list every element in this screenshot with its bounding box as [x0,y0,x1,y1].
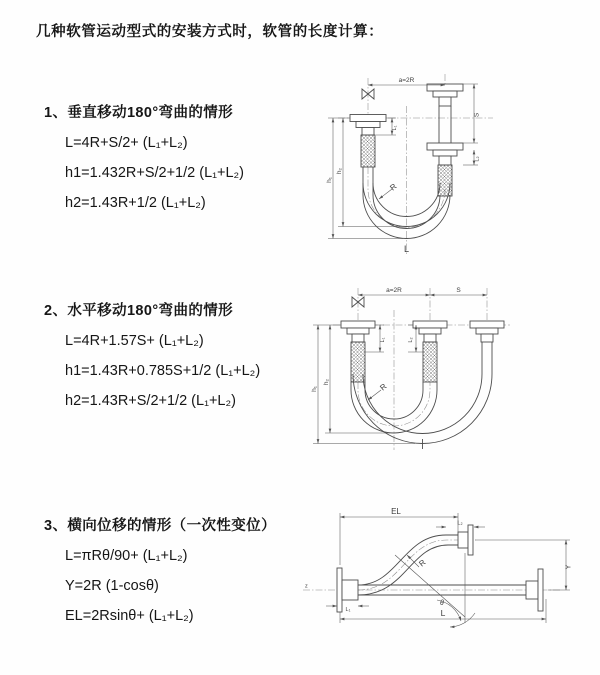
formula-l: L=4R+S/2+ (L₁+L₂) [65,135,188,151]
middle-flange-assembly [413,321,447,382]
radius-label: R [388,181,399,193]
dim-l2-label: L₂ [457,520,463,527]
dim-el-label: EL [391,507,401,516]
diagram-lateral-displacement [298,505,588,650]
formula-h2: h2=1.43R+S/2+1/2 (L₁+L₂) [65,393,236,409]
formula-l: L=4R+1.57S+ (L₁+L₂) [65,333,204,349]
right-flange-assembly [470,321,504,374]
section-3 [44,511,276,631]
formula-h2: h2=1.43R+1/2 (L₁+L₂) [65,195,206,211]
radius-label: R [378,381,389,393]
formula-h1: h1=1.43R+0.785S+1/2 (L₁+L₂) [65,363,261,379]
diagram-vertical-180-bend [308,68,558,263]
dim-y-label: Y [565,564,573,570]
dim-h2-label: h₂ [336,167,343,175]
left-flange-assembly [350,115,386,168]
dim-l-label: L [403,244,410,254]
formula-y: Y=2R (1-cosθ) [65,578,159,594]
page-title: 几种软管运动型式的安装方式时，软管的长度计算： [36,24,384,40]
diagram-horizontal-180-bend [305,282,565,457]
right-flange-assembly [427,84,463,196]
dim-l-label: L [440,608,446,618]
dim-s-label: S [456,287,461,294]
dim-l1-label: L₁ [392,125,398,131]
dim-l2-label: L₂ [408,337,414,343]
formula-h1: h1=1.432R+S/2+1/2 (L₁+L₂) [65,165,245,181]
theta-label: θ [440,600,444,607]
section-2-heading: 2、水平移动180°弯曲的情形 [44,303,234,319]
section-1 [44,98,244,218]
dim-l1-label: L₁ [380,337,386,343]
dim-s-label: S [473,112,481,118]
dim-a2r-label: a=2R [386,287,402,294]
left-flange-assembly [337,568,358,612]
dim-h1-label: h₁ [311,386,318,392]
dim-l2-label: L₂ [474,156,481,162]
left-flange-assembly [341,321,375,382]
hose-curves [351,374,492,449]
dim-a2r-label: a=2R [398,77,415,84]
dim-l1-label: L₁ [345,607,351,613]
hose-displaced-position [358,535,458,595]
right-top-flange-assembly [458,525,473,555]
formula-el: EL=2Rsinθ+ (L₁+L₂) [65,608,194,624]
centerline-break-mark: z [305,583,308,590]
right-bottom-flange-assembly [526,569,543,611]
dim-h1-label: h₁ [326,177,333,183]
radius-label: R [417,557,428,569]
section-2 [44,296,260,416]
section-1-heading: 1、垂直移动180°弯曲的情形 [44,105,234,121]
section-3-heading: 3、横向位移的情形（一次性变位） [44,518,276,534]
dimensions [326,507,573,623]
dim-h2-label: h₂ [323,378,330,386]
formula-l: L=πRθ/90+ (L₁+L₂) [65,548,188,564]
